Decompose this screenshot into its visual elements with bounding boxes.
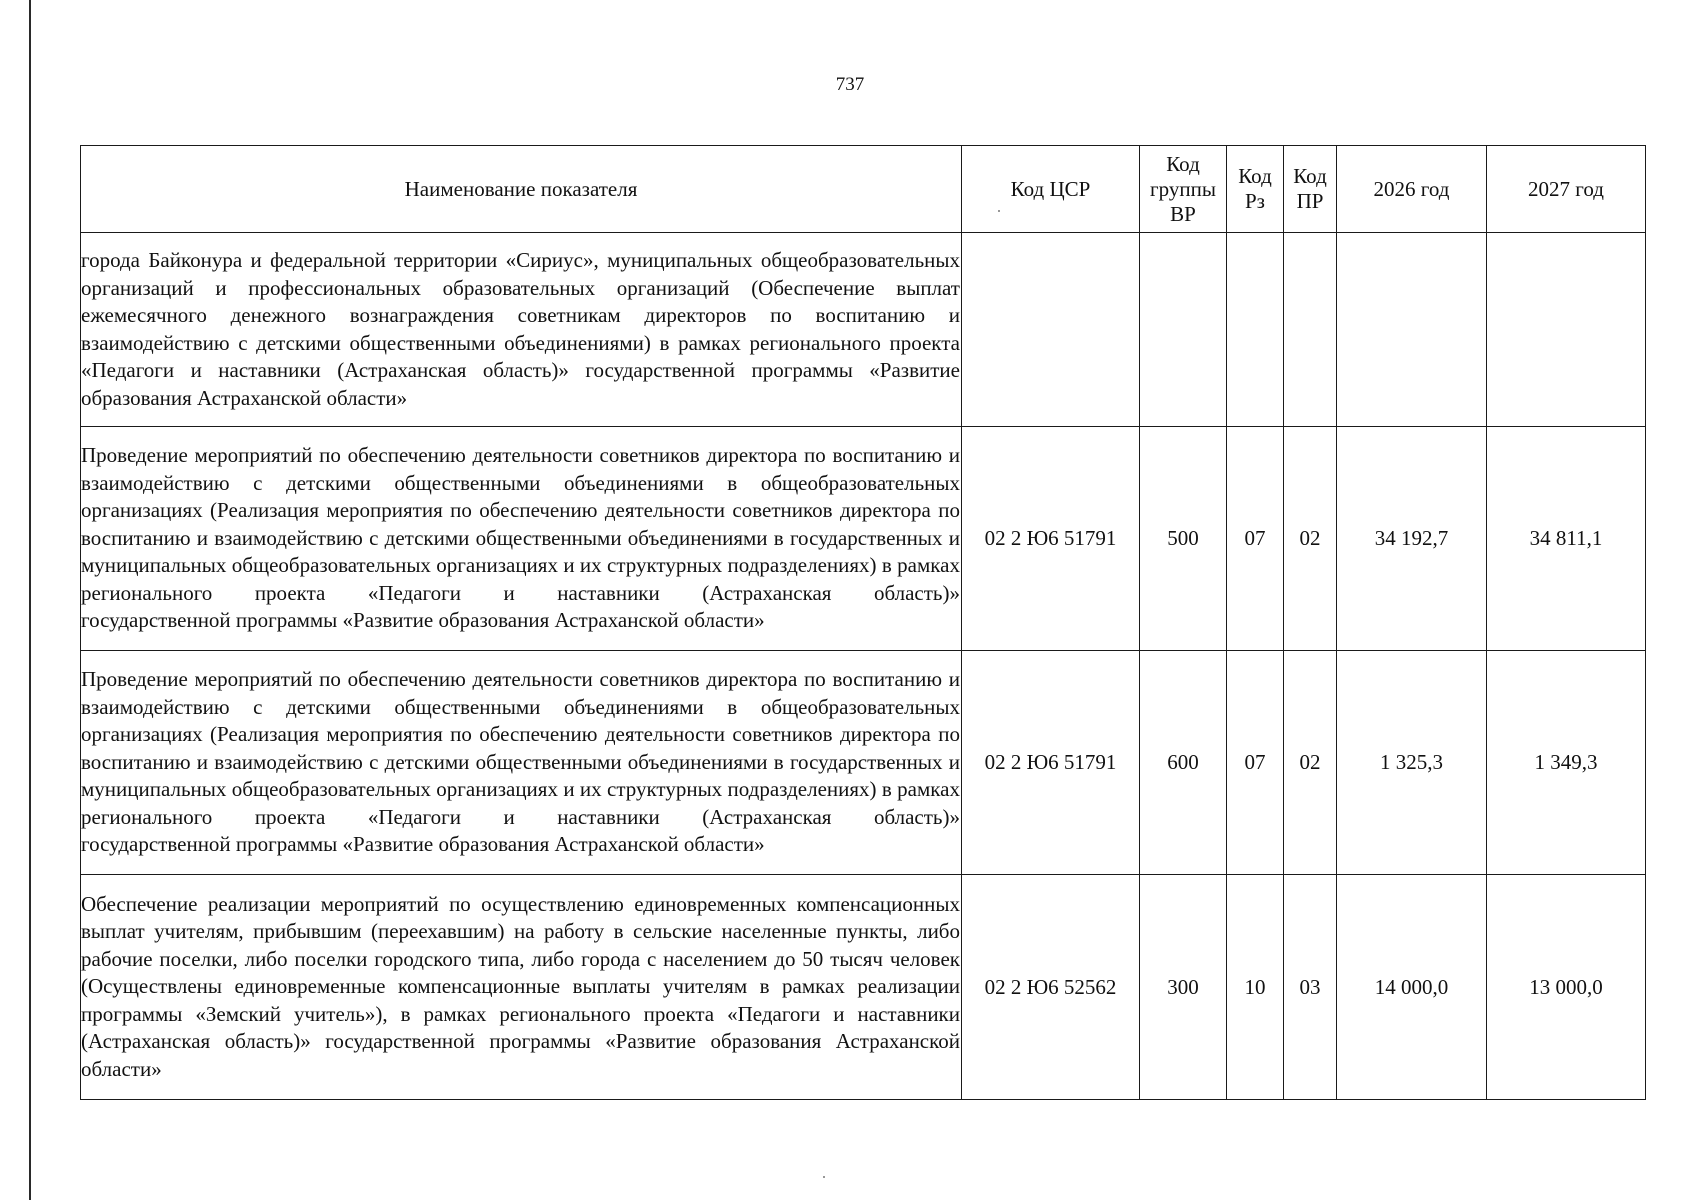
header-vr: Код группы ВР xyxy=(1140,146,1227,233)
page-number: 737 xyxy=(835,74,865,95)
header-rz: Код Рз xyxy=(1227,146,1284,233)
row-name-text: Проведение мероприятий по обеспечению деятельности советников директора по воспитанию и взаимодействию с детскими общественными объединениями в общеобразовательных организациях (Реализация мероприятия по обеспечению деятельности советников директора по воспитанию и взаимодействию с детскими общественными объединениями в государственных и муниципальных общеобразовательных организациях и их структурных подразделениях) в рамках регионального проекта «Педагоги и наставники (Астраханская область)» xyxy=(81,667,960,829)
row-2026: 1 325,3 xyxy=(1337,651,1487,875)
row-name-text: Обеспечение реализации мероприятий по осуществлению единовременных компенсационных выплат учителям, прибывшим (переехавшим) на работу в сельские населенные пункты, либо рабочие поселки, либо поселки городского типа, либо города с населением до 50 тысяч человек (Осуществлены единовременные компенсационные выплаты учителям в рамках реализации программы «Земский учитель»), в рамках регионального проекта «Педагоги и наставники (Астраханская область)» государственной программы «Развитие образования Астраханской xyxy=(81,891,960,1054)
header-name: Наименование показателя xyxy=(81,146,962,233)
header-2026: 2026 год xyxy=(1337,146,1487,233)
row-2027: 34 811,1 xyxy=(1487,427,1646,651)
row-csr: 02 2 Ю6 52562 xyxy=(962,875,1140,1100)
row-2026: 14 000,0 xyxy=(1337,875,1487,1100)
row-csr xyxy=(962,233,1140,427)
row-rz: 10 xyxy=(1227,875,1284,1100)
budget-table xyxy=(80,145,1646,1100)
row-vr: 300 xyxy=(1140,875,1227,1100)
row-name-text: Проведение мероприятий по обеспечению деятельности советников директора по воспитанию и взаимодействию с детскими общественными объединениями в общеобразовательных организациях (Реализация мероприятия по обеспечению деятельности советников директора по воспитанию и взаимодействию с детскими общественными объединениями в государственных и муниципальных общеобразовательных организациях и их структурных подразделениях) в рамках регионального проекта «Педагоги и наставники (Астраханская область)» xyxy=(81,443,960,605)
row-2027 xyxy=(1487,233,1646,427)
table-header-row xyxy=(81,146,1646,233)
table-row xyxy=(81,427,1646,651)
row-rz: 07 xyxy=(1227,651,1284,875)
row-2026: 34 192,7 xyxy=(1337,427,1487,651)
row-name-cell xyxy=(81,651,962,875)
header-2027: 2027 год xyxy=(1487,146,1646,233)
row-name-last-line: государственной программы «Развитие образования Астраханской области» xyxy=(81,608,765,633)
header-csr: Код ЦСР xyxy=(962,146,1140,233)
row-name-last-line: образования Астраханской области» xyxy=(81,385,408,410)
binding-margin-line xyxy=(29,0,31,1200)
table-row xyxy=(81,651,1646,875)
row-pr xyxy=(1284,233,1337,427)
row-vr xyxy=(1140,233,1227,427)
table-row xyxy=(81,233,1646,427)
row-vr: 600 xyxy=(1140,651,1227,875)
row-csr: 02 2 Ю6 51791 xyxy=(962,427,1140,651)
row-pr: 03 xyxy=(1284,875,1337,1100)
row-name-cell xyxy=(81,427,962,651)
table-row xyxy=(81,875,1646,1100)
row-2027: 13 000,0 xyxy=(1487,875,1646,1100)
row-2027: 1 349,3 xyxy=(1487,651,1646,875)
header-pr: Код ПР xyxy=(1284,146,1337,233)
row-pr: 02 xyxy=(1284,651,1337,875)
row-vr: 500 xyxy=(1140,427,1227,651)
row-name-cell xyxy=(81,875,962,1100)
row-name-last-line: области» xyxy=(81,1056,162,1081)
row-csr: 02 2 Ю6 51791 xyxy=(962,651,1140,875)
row-rz: 07 xyxy=(1227,427,1284,651)
scan-speck xyxy=(823,1176,825,1178)
row-name-cell xyxy=(81,233,962,427)
row-name-text: города Байконура и федеральной территории «Сириус», муниципальных общеобразовательных организаций и профессиональных образовательных организаций (Обеспечение выплат ежемесячного денежного вознаграждения советникам директоров по воспитанию и взаимодействию с детскими общественными объединениями) в рамках регионального проекта «Педагоги и наставники (Астраханская область)» государственной программы «Развитие xyxy=(81,248,960,382)
row-pr: 02 xyxy=(1284,427,1337,651)
row-name-last-line: государственной программы «Развитие образования Астраханской области» xyxy=(81,832,765,857)
row-rz xyxy=(1227,233,1284,427)
row-2026 xyxy=(1337,233,1487,427)
